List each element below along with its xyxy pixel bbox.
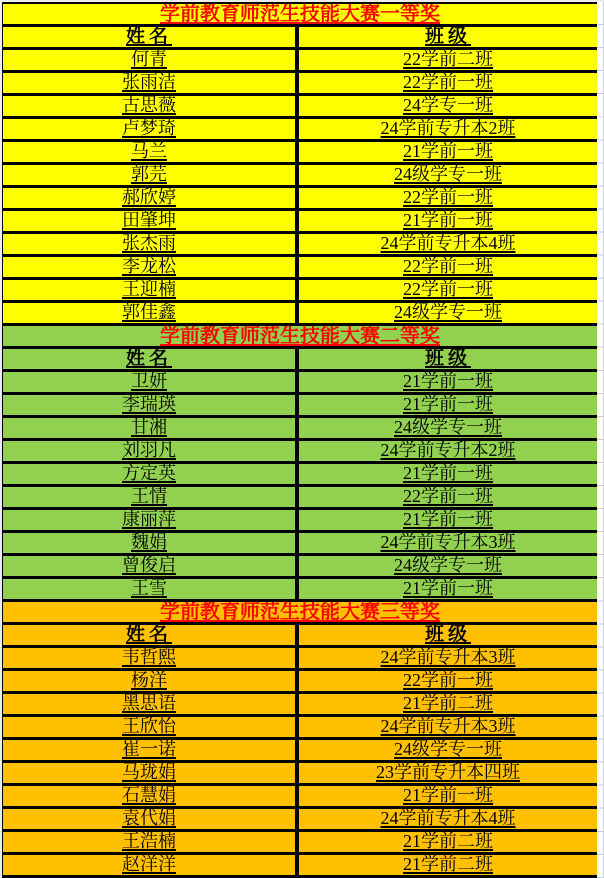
section-title: 学前教育师范生技能大赛三等奖 bbox=[160, 602, 440, 623]
student-class-cell: 24级学专一班 bbox=[394, 418, 502, 437]
student-class-cell: 24学前专升本3班 bbox=[380, 533, 516, 552]
table-row bbox=[3, 694, 597, 717]
student-class-cell: 22学前一班 bbox=[403, 73, 493, 92]
table-row bbox=[3, 579, 597, 602]
table-row bbox=[3, 418, 597, 441]
section-title-row bbox=[3, 602, 597, 625]
table-row bbox=[3, 234, 597, 257]
table-row bbox=[3, 303, 597, 326]
header-class: 班级 bbox=[424, 625, 471, 645]
table-header-row bbox=[3, 27, 597, 50]
header-name: 姓名 bbox=[3, 349, 299, 369]
student-class-cell: 21学前一班 bbox=[403, 142, 493, 161]
table-row bbox=[3, 372, 597, 395]
student-class-cell: 23学前专升本四班 bbox=[376, 763, 520, 782]
content-row bbox=[0, 2, 604, 878]
student-class-cell: 21学前一班 bbox=[403, 510, 493, 529]
table-row bbox=[3, 487, 597, 510]
student-name-cell: 甘湘 bbox=[3, 418, 299, 438]
student-class-cell: 22学前一班 bbox=[403, 257, 493, 276]
table-row bbox=[3, 165, 597, 188]
table-row bbox=[3, 556, 597, 579]
student-class-cell: 21学前一班 bbox=[403, 786, 493, 805]
student-class-cell: 24学前专升本4班 bbox=[380, 809, 516, 828]
student-class-cell: 24级学专一班 bbox=[394, 740, 502, 759]
student-name-cell: 曾俊启 bbox=[3, 556, 299, 576]
student-class-cell: 22学前一班 bbox=[403, 487, 493, 506]
spreadsheet-gutter bbox=[597, 2, 604, 878]
table-row bbox=[3, 96, 597, 119]
table-row bbox=[3, 510, 597, 533]
student-name-cell: 王迎楠 bbox=[3, 280, 299, 300]
student-name-cell: 方定英 bbox=[3, 464, 299, 484]
student-name-cell: 黑思语 bbox=[3, 694, 299, 714]
student-class-cell: 22学前二班 bbox=[403, 50, 493, 69]
table-row bbox=[3, 119, 597, 142]
student-class-cell: 24学前专升本2班 bbox=[380, 441, 516, 460]
student-name-cell: 李龙松 bbox=[3, 257, 299, 277]
student-class-cell: 21学前一班 bbox=[403, 372, 493, 391]
table-row bbox=[3, 188, 597, 211]
student-class-cell: 24学专一班 bbox=[403, 96, 493, 115]
student-name-cell: 袁代娟 bbox=[3, 809, 299, 829]
table-row bbox=[3, 50, 597, 73]
student-name-cell: 韦哲熙 bbox=[3, 648, 299, 668]
header-class: 班级 bbox=[424, 349, 471, 369]
student-name-cell: 王雪 bbox=[3, 579, 299, 599]
student-class-cell: 24学前专升本3班 bbox=[380, 717, 516, 736]
table-row bbox=[3, 809, 597, 832]
section-title-row bbox=[3, 326, 597, 349]
table-row bbox=[3, 280, 597, 303]
student-name-cell: 马兰 bbox=[3, 142, 299, 162]
student-class-cell: 22学前一班 bbox=[403, 280, 493, 299]
table-row bbox=[3, 740, 597, 763]
student-name-cell: 郝欣婷 bbox=[3, 188, 299, 208]
student-name-cell: 李瑞瑛 bbox=[3, 395, 299, 415]
award-section bbox=[3, 602, 597, 878]
table-row bbox=[3, 395, 597, 418]
student-name-cell: 王浩楠 bbox=[3, 832, 299, 852]
student-name-cell: 王欣怡 bbox=[3, 717, 299, 737]
table-row bbox=[3, 786, 597, 809]
student-name-cell: 王情 bbox=[3, 487, 299, 507]
table-row bbox=[3, 717, 597, 740]
header-name: 姓名 bbox=[3, 27, 299, 47]
table-row bbox=[3, 142, 597, 165]
table-row bbox=[3, 73, 597, 96]
student-name-cell: 赵洋洋 bbox=[3, 855, 299, 875]
student-name-cell: 古思薇 bbox=[3, 96, 299, 116]
student-class-cell: 21学前二班 bbox=[403, 832, 493, 851]
student-name-cell: 张雨洁 bbox=[3, 73, 299, 93]
student-class-cell: 24级学专一班 bbox=[394, 556, 502, 575]
student-name-cell: 田肇坤 bbox=[3, 211, 299, 231]
student-name-cell: 石慧娟 bbox=[3, 786, 299, 806]
student-class-cell: 21学前二班 bbox=[403, 694, 493, 713]
student-class-cell: 24级学专一班 bbox=[394, 303, 502, 322]
award-section bbox=[3, 326, 597, 602]
student-name-cell: 崔一诺 bbox=[3, 740, 299, 760]
student-name-cell: 何青 bbox=[3, 50, 299, 70]
table-row bbox=[3, 832, 597, 855]
student-name-cell: 卫妍 bbox=[3, 372, 299, 392]
student-class-cell: 22学前一班 bbox=[403, 188, 493, 207]
student-name-cell: 杨洋 bbox=[3, 671, 299, 691]
table-row bbox=[3, 763, 597, 786]
table-header-row bbox=[3, 625, 597, 648]
student-class-cell: 21学前一班 bbox=[403, 579, 493, 598]
table-row bbox=[3, 855, 597, 878]
header-name: 姓名 bbox=[3, 625, 299, 645]
table-row bbox=[3, 441, 597, 464]
section-title: 学前教育师范生技能大赛一等奖 bbox=[160, 4, 440, 25]
section-title-row bbox=[3, 4, 597, 27]
student-name-cell: 刘羽凡 bbox=[3, 441, 299, 461]
student-name-cell: 魏娟 bbox=[3, 533, 299, 553]
table-row bbox=[3, 533, 597, 556]
student-name-cell: 郭芫 bbox=[3, 165, 299, 185]
student-class-cell: 22学前一班 bbox=[403, 671, 493, 690]
table-row bbox=[3, 211, 597, 234]
student-class-cell: 24学前专升本3班 bbox=[380, 648, 516, 667]
header-class: 班级 bbox=[424, 27, 471, 47]
student-name-cell: 卢梦琦 bbox=[3, 119, 299, 139]
section-title: 学前教育师范生技能大赛二等奖 bbox=[160, 326, 440, 347]
student-class-cell: 21学前一班 bbox=[403, 211, 493, 230]
student-class-cell: 24级学专一班 bbox=[394, 165, 502, 184]
student-name-cell: 康丽萍 bbox=[3, 510, 299, 530]
student-class-cell: 24学前专升本2班 bbox=[380, 119, 516, 138]
student-name-cell: 张杰雨 bbox=[3, 234, 299, 254]
table-row bbox=[3, 257, 597, 280]
award-section bbox=[3, 4, 597, 326]
awards-table bbox=[2, 2, 597, 878]
table-header-row bbox=[3, 349, 597, 372]
student-name-cell: 马珑娟 bbox=[3, 763, 299, 783]
table-row bbox=[3, 671, 597, 694]
table-row bbox=[3, 648, 597, 671]
student-class-cell: 24学前专升本4班 bbox=[380, 234, 516, 253]
student-class-cell: 21学前一班 bbox=[403, 464, 493, 483]
student-name-cell: 郭佳鑫 bbox=[3, 303, 299, 323]
student-class-cell: 21学前二班 bbox=[403, 855, 493, 874]
table-row bbox=[3, 464, 597, 487]
student-class-cell: 21学前一班 bbox=[403, 395, 493, 414]
